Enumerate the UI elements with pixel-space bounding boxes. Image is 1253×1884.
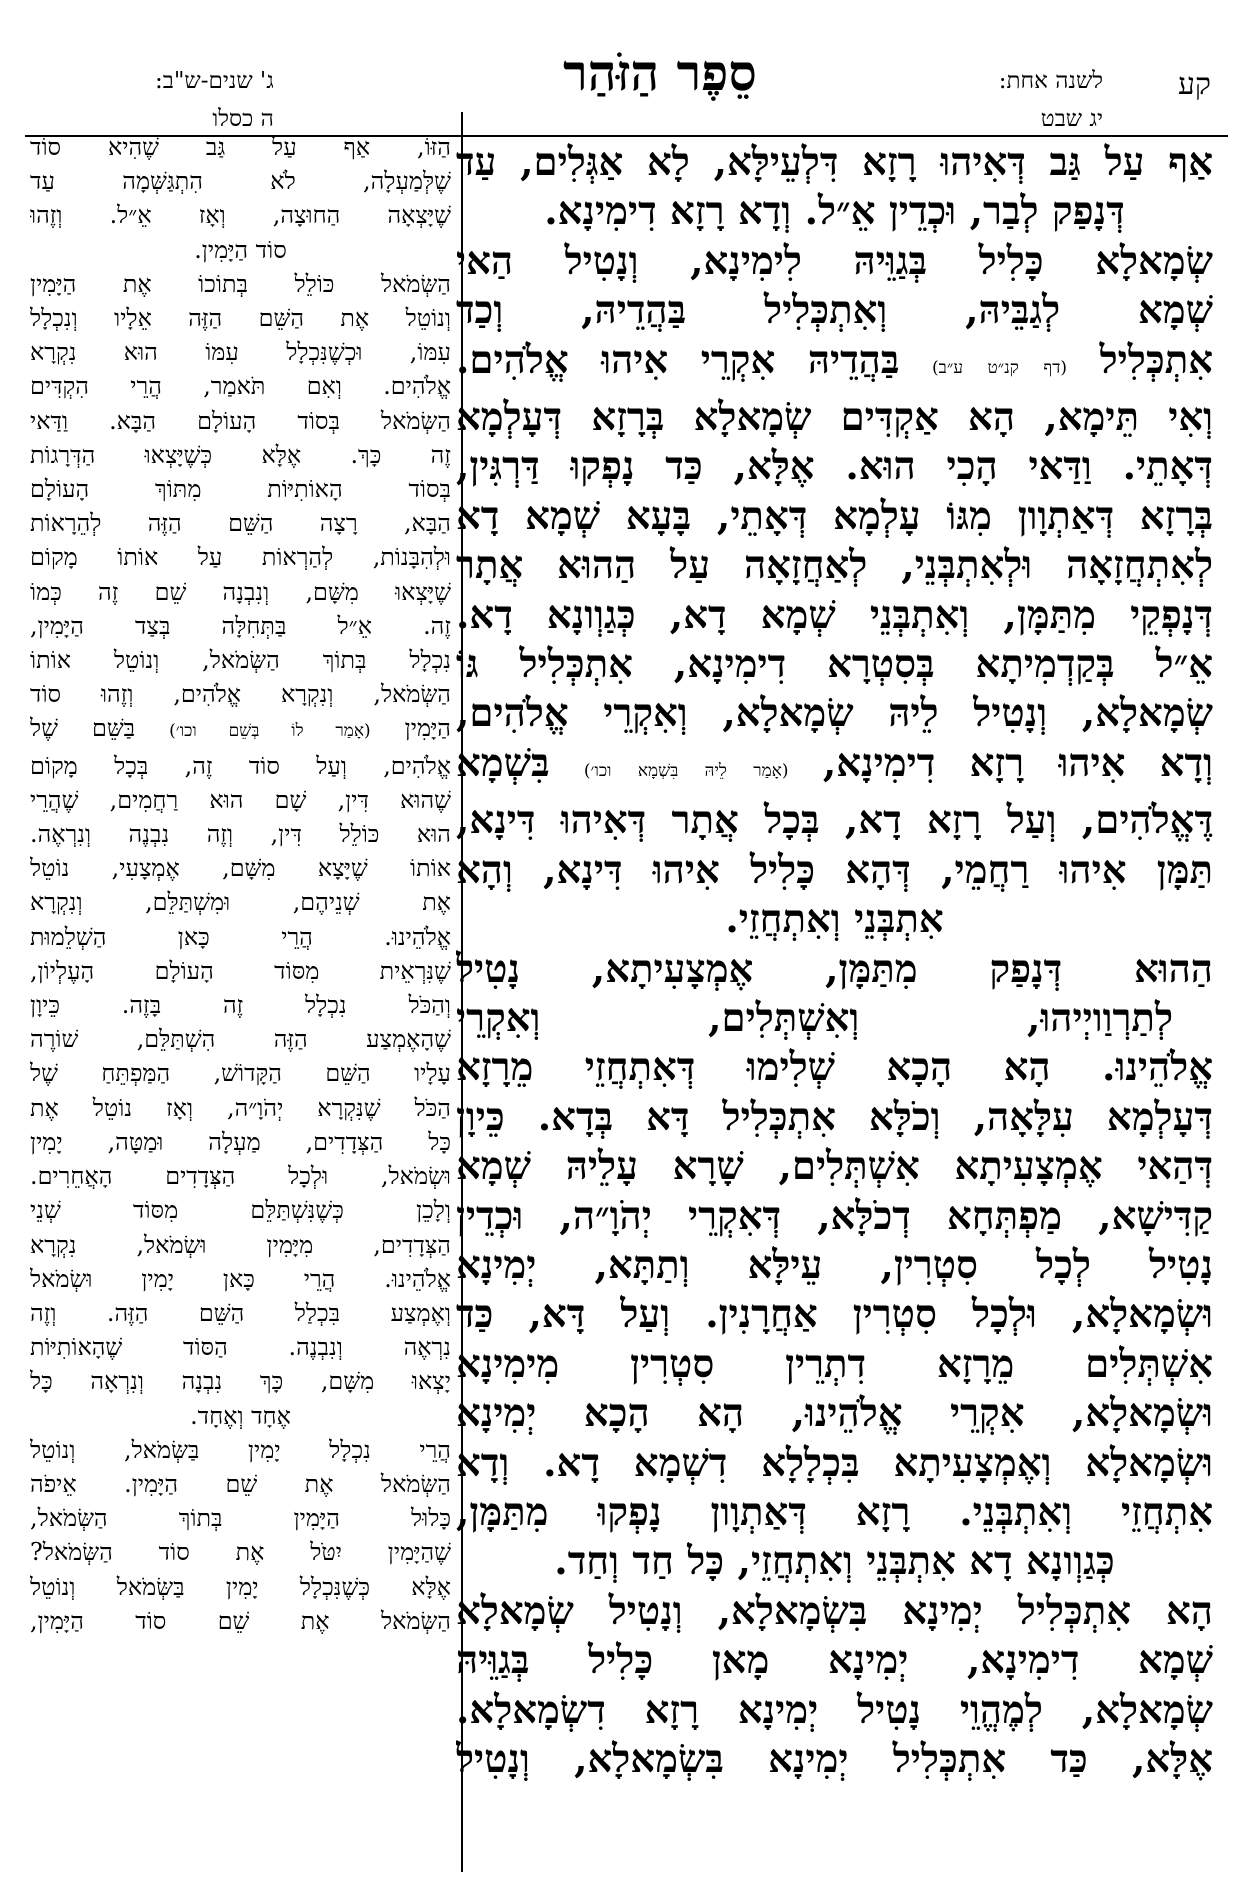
main_lines-line: שְׂמָאלָא כָּלִיל בְּגַוֵּיהּ לִימִינָא, וְנָטִיל הַאי: [456, 238, 1213, 284]
side_lines-line: הַשְּׂמֹאל אֶת שֵׁם הַיָּמִין. אֵיפֹה: [30, 1469, 451, 1498]
main_lines-line: אִתְחֲזֵי וְאִתְבְּנֵי. רָזָא דְּאַתְוָון נָפְקוּ מִתַּמָּן,: [456, 1489, 1213, 1535]
side_lines-line: אֱלֹהֵינוּ. הֲרֵי כָּאן יָמִין וּשְׂמֹאל: [30, 1264, 451, 1293]
header-left-line-1: ג' שנים-ש"ב:: [155, 68, 274, 94]
aramaic-text-column: [456, 138, 1213, 1868]
side_lines-line: וּשְׂמֹאל, וּלְכָל הַצְּדָדִים הָאֲחֵרִים.: [30, 1162, 451, 1191]
side_lines-line: הַכֹּל שֶׁנִּקְרָא יְהֹוָ״ה, וְאָז נוֹטֵל אֶת: [30, 1093, 451, 1122]
side_lines-line: זֶה. אֵ״ל בַּתְּחִלָּה בְּצַד הַיָּמִין,: [30, 611, 451, 640]
page-reference-note: (דף קנ״ט ע״ב): [932, 357, 1068, 378]
main_lines-line: אִתְכְּלִיל (דף קנ״ט ע״ב) בַּהֲדֵיהּ אִקְרֵי אִיהוּ אֱלֹהִים.: [456, 337, 1213, 383]
side_lines-line: זֶה כָּךְ. אֶלָּא כְּשֶׁיָּצְאוּ הַדְּרָגוֹת: [30, 440, 451, 469]
side_lines-line: וּלְהִבָּנוֹת, לְהַרְאוֹת עַל אוֹתוֹ מָקוֹם: [30, 543, 451, 572]
main_lines-line: וּשְׂמָאלָא, וּלְכָל סִטְרִין אַחֲרָנִין. וְעַל דָּא, כַּד: [456, 1292, 1213, 1338]
main_lines-line: שְׂמָאלָא, וְנָטִיל לֵיהּ שְׂמָאלָא, וְאִקְרֵי אֱלֹהִים,: [456, 691, 1213, 737]
main_lines-line: דְּנָפַק לְבַר, וּכְדֵין אֵ״ל. וְדָא רָזָא דִימִינָא.: [544, 189, 1125, 235]
main_lines-line: תַּמָּן אִיהוּ רַחֲמֵי, דְּהָא כָּלִיל אִיהוּ דִּינָא, וְהָא: [456, 847, 1213, 893]
side_lines-line: אֶלָּא כְּשֶׁנִּכְלָל יָמִין בַּשְּׂמֹאל וְנוֹטֵל: [30, 1572, 451, 1601]
main_lines-line: הָא אִתְכְּלִיל יְמִינָא בִּשְׂמָאלָא, וְנָטִיל שְׂמָאלָא: [456, 1588, 1213, 1634]
main_lines-line: אֵ״ל בְּקַדְמִיתָא בְּסִטְרָא דִימִינָא, אִתְכְּלִיל גּוֹ: [456, 642, 1213, 688]
side_lines-line: עָלָיו הַשֵּׁם הַקָּדוֹשׁ, הַמַּפְתֵּחַ שֶׁל: [30, 1059, 451, 1088]
page-reference-note: (אָמַר לֵיהּ בִּשְׁמָא וכו׳): [583, 760, 789, 781]
folio-number: קע: [1177, 67, 1211, 102]
main_lines-line: דְּהַאי אֶמְצָעִיתָא אִשְׁתְּלִים, שָׁרָא עָלֵיהּ שְׁמָא: [456, 1144, 1213, 1190]
main_lines-line: לְאִתְחֲזָאָה וּלְאִתְבְּנֵי, לְאַחֲזָאָה עַל הַהוּא אֲתָר: [456, 543, 1213, 589]
side_lines-line: הַשְּׂמֹאל כּוֹלֵל בְּתוֹכוֹ אֶת הַיָּמִין: [30, 269, 451, 298]
side_lines-line: נִכְלָל בְּתוֹךְ הַשְּׂמֹאל, וְנוֹטֵל אוֹתוֹ: [30, 646, 451, 675]
main_lines-line: שְׂמָאלָא, לְמֶהֱוֵי נָטִיל יְמִינָא רָזָא דִשְׂמָאלָא.: [456, 1687, 1213, 1733]
main_lines-line: אַף עַל גַּב דְּאִיהוּ רָזָא דִּלְעֵילָּא, לָא אַגְּלִים, עַד: [456, 140, 1213, 185]
side_lines-line: הַצְּדָדִים, מִיָּמִין וּשְׂמֹאל, נִקְרָא: [30, 1230, 451, 1259]
side_lines-line: שֶׁנִּרְאֵית מִסּוֹד הָעוֹלָם הָעֶלְיוֹן,: [30, 956, 451, 985]
side_lines-line: סוֹד הַיָּמִין.: [194, 235, 287, 264]
side_lines-line: שֶׁהַיָּמִין יִטֹּל אֶת סוֹד הַשְּׂמֹאל?: [30, 1538, 451, 1567]
side_lines-line: אֶחָד וְאֶחָד.: [190, 1401, 291, 1430]
main_lines-line: לְתַרְוַויְיהוּ, וְאִשְׁתְּלִים, וְאִקְרֵי: [456, 995, 1173, 1041]
hebrew-translation-column: [30, 130, 451, 1870]
main_lines-line: אֶלָּא, כַּד אִתְכְּלִיל יְמִינָא בִּשְׂמָאלָא, וְנָטִיל: [456, 1737, 1213, 1782]
side_lines-line: שֶׁיָּצְאוּ מִשָּׁם, וְנִבְנָה שֵׁם זֶה כְּמוֹ: [30, 577, 451, 606]
main_lines-line: אִתְבְּנֵי וְאִתְחֲזֵי.: [725, 897, 944, 943]
main_lines-line: הַהוּא דְּנָפַק מִתַּמָּן, אֶמְצָעִיתָא, נָטִיל: [456, 946, 1213, 992]
side_lines-line: אֱלֹהִים. וְאִם תֹּאמַר, הֲרֵי הִקְדִּים: [30, 372, 451, 401]
main_lines-line: שְׁמָא דִימִינָא, יְמִינָא מָאן כָּלִיל בְּגַוֵּיהּ: [456, 1638, 1213, 1684]
main_lines-line: וּשְׂמָאלָא וְאֶמְצָעִיתָא בִּכְלָלָא דִשְׁמָא דָא. וְדָא: [456, 1440, 1213, 1486]
side_lines-line: וְאֶמְצַע בִּכְלַל הַשֵּׁם הַזֶּה. וְזֶה: [30, 1298, 451, 1327]
main_lines-line: דְּנָפְקֵי מִתַּמָּן, וְאִתְבְּנֵי שְׁמָא דָא, כְּגַוְונָא דָא.: [456, 592, 1213, 638]
side_lines-line: עִמּוֹ, וּכְשֶׁנִּכְלָל עִמּוֹ הוּא נִקְרָא: [30, 338, 451, 367]
side_lines-line: שֶׁהָאֶמְצַע הַזֶּה הִשְׁתַּלֵּם, שׁוֹרֶה: [30, 1025, 451, 1054]
main_lines-line: דֶּאֱלֹהִים, וְעַל רָזָא דָא, בְּכָל אֲתָר דְּאִיהוּ דִּינָא,: [456, 798, 1213, 844]
main_lines-line: וְדָא אִיהוּ רָזָא דִימִינָא, (אָמַר לֵיהּ בִּשְׁמָא וכו׳) בִּשְׁמָא: [456, 740, 1213, 786]
page-header: [0, 0, 1253, 132]
side_lines-line: אוֹתוֹ שֶׁיָּצָא מִשָּׁם, אֶמְצָעִי, נוֹטֵל: [30, 854, 451, 883]
side_lines-line: הֲרֵי נִכְלָל יָמִין בַּשְּׂמֹאל, וְנוֹטֵל: [30, 1435, 451, 1464]
side_lines-line: הַיָּמִין (אָמַר לוֹ בְּשֵׁם וכו׳) בַּשֵּׁם שֶׁל: [30, 714, 451, 743]
side_lines-line: יָצְאוּ מִשָּׁם, כָּךְ נִבְנָה וְנִרְאָה כָּל: [30, 1367, 451, 1396]
page-reference-note: (אָמַר לוֹ בְּשֵׁם וכו׳): [169, 721, 371, 742]
main_lines-line: וְאִי תֵּימָא, הָא אַקְדִּים שְׂמָאלָא בְּרָזָא דְּעָלְמָא: [456, 395, 1213, 441]
main_lines-line: דְּאָתֵי. וַדַּאי הָכִי הוּא. אֶלָּא, כַּד נָפְקוּ דַּרְגִּין,: [456, 444, 1213, 490]
header-left-reading-schedule: [155, 62, 274, 138]
side_lines-line: שֶׁיָּצְאָה הַחוּצָה, וְאָז אֵ״ל. וְזֶהוּ: [30, 201, 451, 230]
side_lines-line: בְּסוֹד הָאוֹתִיּוֹת מִתּוֹךְ הָעוֹלָם: [30, 475, 451, 504]
side_lines-line: הַשְּׂמֹאל, וְנִקְרָא אֱלֹהִים, וְזֶהוּ סוֹד: [30, 680, 451, 709]
side_lines-line: הַזּוֹ, אַף עַל גַּב שֶׁהִיא סוֹד: [30, 133, 451, 161]
side_lines-line: וְהַכֹּל נִכְלָל זֶה בָּזֶה. כֵּיוָן: [30, 991, 451, 1020]
side_lines-line: אֱלֹהִים, וְעַל סוֹד זֶה, בְּכָל מָקוֹם: [30, 751, 451, 780]
header-right-line-2: יג שבט: [1040, 106, 1103, 132]
side_lines-line: הַשְּׂמֹאל אֶת שֵׁם סוֹד הַיָּמִין,: [30, 1606, 451, 1635]
main_lines-line: אֱלֹהֵינוּ. הָא הָכָא שְׁלִימוּ דְּאִתְחֲזֵי מֵרָזָא: [456, 1045, 1213, 1091]
main_lines-line: אִשְׁתְּלִים מֵרָזָא דִתְרֵין סִטְרִין מִימִינָא: [456, 1341, 1213, 1387]
header-left-line-2: ה כסלו: [212, 106, 274, 132]
main_lines-line: וּשְׂמָאלָא, אִקְרֵי אֱלֹהֵינוּ, הָא הָכָא יְמִינָא: [456, 1391, 1213, 1437]
main_lines-line: נָטִיל לְכָל סִטְרִין, עֵילָּא וְתַתָּא, יְמִינָא: [456, 1242, 1213, 1288]
side_lines-line: כָּלוּל הַיָּמִין בְּתוֹךְ הַשְּׂמֹאל,: [30, 1504, 451, 1533]
side_lines-line: הוּא כּוֹלֵל דִּין, וְזֶה נִבְנֶה וְנִרְאֶה.: [30, 820, 451, 849]
column-divider: [461, 112, 463, 1872]
side_lines-line: וְנוֹטֵל אֶת הַשֵּׁם הַזֶּה אֵלָיו וְנִכְלָל: [30, 304, 451, 333]
side_lines-line: וְלָכֵן כְּשֶׁנִּשְׁתַּלֵּם מִסּוֹד שְׁנֵי: [30, 1196, 451, 1225]
side_lines-line: הַשְּׂמֹאל בְּסוֹד הָעוֹלָם הַבָּא. וַדַּאי: [30, 406, 451, 435]
header-right-reading-schedule: [999, 62, 1103, 138]
side_lines-line: אֱלֹהֵינוּ. הֲרֵי כָּאן הַשְׁלֵמוּת: [30, 922, 451, 951]
header-right-line-1: לשנה אחת:: [998, 68, 1103, 94]
main_lines-line: שְׁמָא לְגַבֵּיהּ, וְאִתְכְּלִיל בַּהֲדֵיהּ, וְכַד: [456, 288, 1213, 334]
book-title: סֵפֶר הַזֹּהַר: [563, 43, 757, 102]
side_lines-line: שֶׁהוּא דִּין, שָׁם הוּא רַחֲמִים, שֶׁהֲרֵי: [30, 785, 451, 814]
side_lines-line: אֶת שְׁנֵיהֶם, וּמִשְׁתַּלֵּם, וְנִקְרָא: [30, 888, 451, 917]
main_lines-line: דְּעָלְמָא עִלָּאָה, וְכֹלָּא אִתְכְּלִיל דָּא בְּדָא. כֵּיוָן: [456, 1094, 1213, 1140]
main_lines-line: קַדִּישָׁא, מַפְתְּחָא דְכֹלָּא, דְּאִקְרֵי יְהֹוָ״ה, וּכְדֵין: [456, 1193, 1213, 1239]
main_lines-line: כְּגַוְונָא דָא אִתְבְּנֵי וְאִתְחֲזֵי, כָּל חַד וְחַד.: [554, 1539, 1115, 1585]
side_lines-line: שֶׁלְּמַעְלָה, לֹא הִתְגַּשְּׁמָה עַד: [30, 167, 451, 196]
side_lines-line: נִרְאֶה וְנִבְנֶה. הַסּוֹד שֶׁהָאוֹתִיּוֹת: [30, 1333, 451, 1362]
side_lines-line: הַבָּא, רָצָה הַשֵּׁם הַזֶּה לְהֵרָאוֹת: [30, 509, 451, 538]
main_lines-line: בְּרָזָא דְּאַתְוָון מִגּוֹ עָלְמָא דְּאָתֵי, בָּעָא שְׁמָא דָא: [456, 493, 1213, 539]
side_lines-line: כָּל הַצְּדָדִים, מַעְלָה וּמַטָּה, יָמִין: [30, 1127, 451, 1156]
